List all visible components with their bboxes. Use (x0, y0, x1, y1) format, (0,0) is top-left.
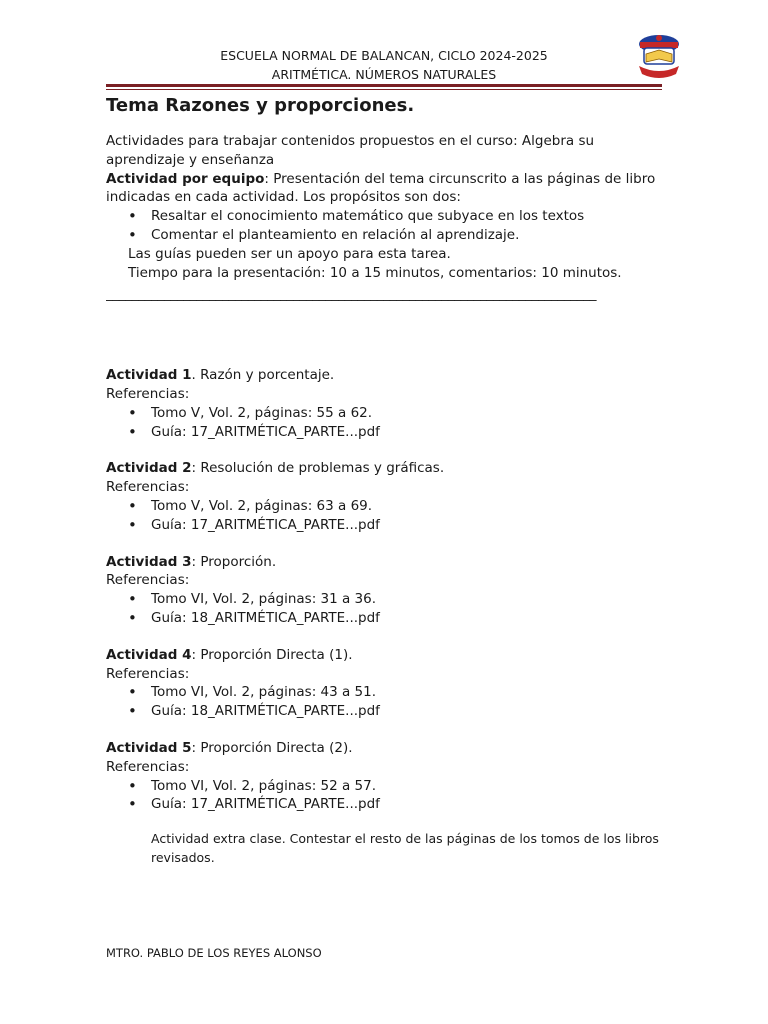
activity-text: : Proporción Directa (1). (191, 646, 353, 663)
list-item: • Guía: 18_ARITMÉTICA_PARTE...pdf (106, 702, 666, 721)
activity-label: Actividad 3 (106, 553, 192, 570)
time-note: Tiempo para la presentación: 10 a 15 minutos, comentarios: 10 minutos. (128, 264, 622, 281)
intro-paragraph: Actividades para trabajar contenidos propuestos en el curso: Algebra su aprendizaje y enseñanza (106, 133, 595, 168)
activity-text: : Proporción. (191, 553, 277, 570)
guides-note: Las guías pueden ser un apoyo para esta tarea. (128, 245, 451, 262)
list-item: • Guía: 17_ARITMÉTICA_PARTE...pdf (106, 795, 666, 814)
activity-5 (106, 739, 666, 814)
activity-3 (106, 553, 666, 628)
page-title: Tema Razones y proporciones. (106, 95, 415, 116)
activity-1 (106, 366, 666, 441)
list-item: • Resaltar el conocimiento matemático que subyace en los textos (106, 207, 666, 226)
reference-list (106, 777, 666, 815)
extra-activity-note: Actividad extra clase. Contestar el resto de las páginas de los tomos de los libros revisados. (151, 831, 659, 865)
list-item: • Tomo VI, Vol. 2, páginas: 52 a 57. (106, 777, 666, 796)
activity-heading (106, 459, 666, 478)
list-item: • Guía: 18_ARITMÉTICA_PARTE...pdf (106, 609, 666, 628)
references-label: Referencias: (106, 385, 190, 402)
activity-heading (106, 739, 666, 758)
activity-label: Actividad 5 (106, 739, 192, 756)
activity-4 (106, 646, 666, 721)
activity-heading (106, 366, 666, 385)
list-item: • Tomo V, Vol. 2, páginas: 63 a 69. (106, 497, 666, 516)
document-header (106, 46, 662, 84)
list-item: • Guía: 17_ARITMÉTICA_PARTE...pdf (106, 516, 666, 535)
list-item: • Tomo VI, Vol. 2, páginas: 31 a 36. (106, 590, 666, 609)
references-label: Referencias: (106, 572, 190, 589)
list-item: • Tomo VI, Vol. 2, páginas: 43 a 51. (106, 683, 666, 702)
activity-label: Actividad 4 (106, 646, 192, 663)
activity-text: . Razón y porcentaje. (191, 367, 335, 384)
activity-2 (106, 459, 666, 534)
reference-list (106, 683, 666, 721)
header-line-1: ESCUELA NORMAL DE BALANCAN, CICLO 2024-2025 (220, 48, 548, 63)
header-line-2: ARITMÉTICA. NÚMEROS NATURALES (271, 67, 497, 82)
activity-heading (106, 553, 666, 572)
activity-heading (106, 646, 666, 665)
team-purpose-list (106, 207, 666, 245)
separator-line: ____________________________________________________________________________ (106, 286, 597, 303)
document-footer: MTRO. PABLO DE LOS REYES ALONSO (106, 946, 322, 960)
document-body (106, 94, 666, 868)
team-activity-label: Actividad por equipo (106, 170, 265, 187)
activity-label: Actividad 1 (106, 367, 192, 384)
reference-list (106, 590, 666, 628)
references-label: Referencias: (106, 479, 190, 496)
activity-label: Actividad 2 (106, 460, 192, 477)
team-activity-paragraph (106, 170, 666, 208)
references-label: Referencias: (106, 758, 190, 775)
references-label: Referencias: (106, 665, 190, 682)
reference-list (106, 404, 666, 442)
activity-text: : Proporción Directa (2). (191, 739, 353, 756)
school-crest-icon (634, 30, 684, 82)
header-rule-thin (106, 89, 662, 90)
list-item: • Comentar el planteamiento en relación al aprendizaje. (106, 226, 666, 245)
list-item: • Guía: 17_ARITMÉTICA_PARTE...pdf (106, 423, 666, 442)
team-activity-text: : Presentación del tema circunscrito a las páginas de libro indicadas en cada actividad. Los propósitos son dos: (106, 170, 656, 206)
list-item: • Tomo V, Vol. 2, páginas: 55 a 62. (106, 404, 666, 423)
reference-list (106, 497, 666, 535)
activity-text: : Resolución de problemas y gráficas. (191, 460, 445, 477)
header-rule-thick (106, 84, 662, 87)
